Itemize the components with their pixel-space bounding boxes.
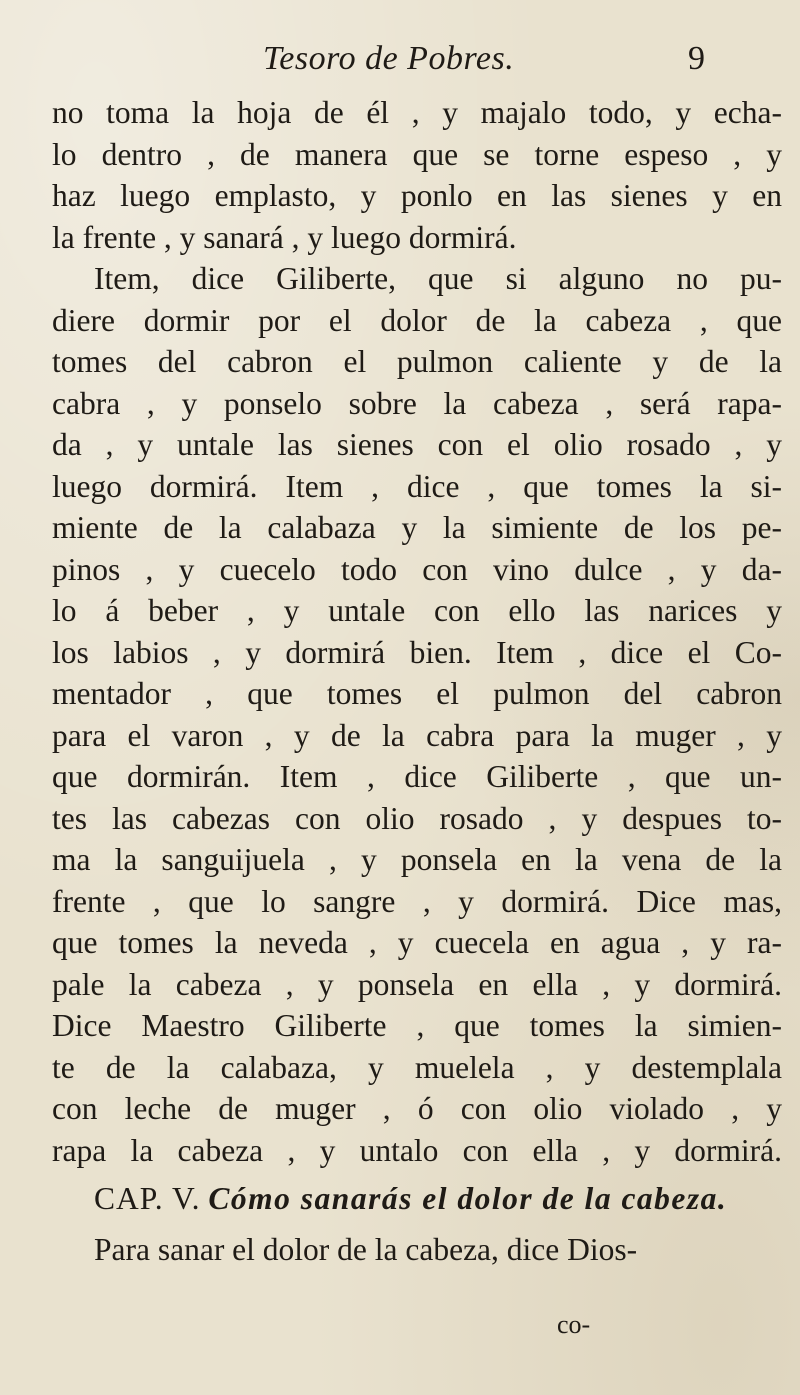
text-line: ma la sanguijuela , y ponsela en la vena de la [52,842,782,877]
text-line: que tomes la neveda , y cuecela en agua , y ra- [52,925,782,960]
text-line: tes las cabezas con olio rosado , y despues to- [52,800,782,836]
page-number: 9 [688,40,705,77]
text-line: te de la calabaza, y muelela , y destemplala [52,1049,782,1085]
body-text [52,92,782,1171]
text-line: pinos , y cuecelo todo con vino dulce , y da- [52,551,782,587]
text-line: diere dormir por el dolor de la cabeza , que [52,302,782,338]
text-line: haz luego emplasto, y ponlo en las sienes y en [52,178,782,213]
running-title: Tesoro de Pobres. [263,40,515,77]
running-head [52,36,782,92]
chapter-opening-line: Para sanar el dolor de la cabeza, dice Dios- [94,1232,638,1267]
chapter-heading [52,1177,782,1221]
text-line: rapa la cabeza , y untalo con ella , y dormirá. [52,1132,782,1168]
text-line: mentador , que tomes el pulmon del cabron [52,676,782,711]
catchword: co- [557,1310,591,1339]
text-line: cabra , y ponselo sobre la cabeza , será rapa- [52,385,782,421]
text-line: la frente , y sanará , y luego dormirá. [52,219,517,255]
text-line: pale la cabeza , y ponsela en ella , y dormirá. [52,966,782,1002]
text-line: para el varon , y de la cabra para la muger , y [52,717,782,753]
book-page [52,36,782,1376]
text-line: los labios , y dormirá bien. Item , dice el Co- [52,634,782,670]
text-line: lo dentro , de manera que se torne espeso , y [52,136,782,172]
text-line: miente de la calabaza y la simiente de los pe- [52,510,782,545]
text-line: Dice Maestro Giliberte , que tomes la simien- [52,1008,782,1043]
text-line: no toma la hoja de él , y majalo todo, y echa- [52,95,782,130]
text-line: luego dormirá. Item , dice , que tomes la si- [52,468,782,504]
text-line: da , y untale las sienes con el olio rosado , y [52,427,782,462]
text-line: lo á beber , y untale con ello las narices y [52,593,782,628]
text-line: Item, dice Giliberte, que si alguno no pu- [94,261,782,296]
chapter-label: CAP. V. [94,1181,201,1216]
text-line: que dormirán. Item , dice Giliberte , que un- [52,759,782,794]
text-line: con leche de muger , ó con olio violado , y [52,1091,782,1126]
text-line: frente , que lo sangre , y dormirá. Dice mas, [52,883,782,919]
text-line: tomes del cabron el pulmon caliente y de la [52,344,782,379]
chapter-title: Cómo sanarás el dolor de la cabeza. [208,1181,728,1216]
